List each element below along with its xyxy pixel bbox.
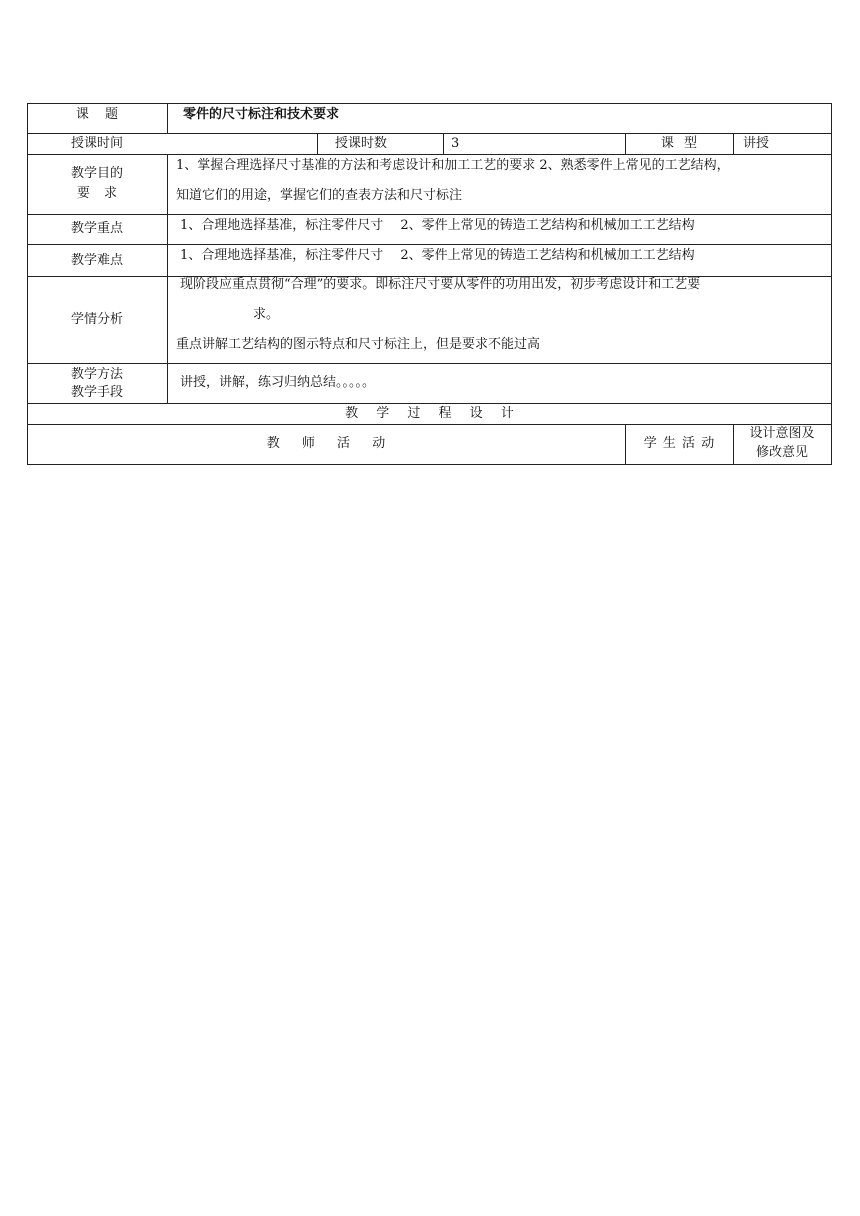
teacher-activity-header: 教 师 活 动 bbox=[266, 436, 386, 451]
hours-label: 授课时数 bbox=[334, 136, 387, 151]
key-text: 1、合理地选择基准，标注零件尺寸 2、零件上常见的铸造工艺结构和机械加工工艺结构 bbox=[180, 218, 695, 233]
key-label: 教学重点 bbox=[70, 221, 123, 236]
goal-label-line1: 教学目的 bbox=[70, 166, 123, 181]
time-label: 授课时间 bbox=[70, 136, 123, 151]
row-divider bbox=[27, 363, 832, 364]
process-title: 教 学 过 程 设 计 bbox=[345, 406, 514, 421]
row-divider bbox=[27, 403, 832, 404]
table-border-bottom bbox=[27, 464, 832, 465]
method-label-line2: 教学手段 bbox=[70, 385, 123, 400]
hours-value: 3 bbox=[451, 136, 460, 151]
goal-text-line1: 1、掌握合理选择尺寸基准的方法和考虑设计和加工工艺的要求 2、熟悉零件上常见的工艺结构， bbox=[176, 158, 730, 173]
goal-text-line2: 知道它们的用途，掌握它们的查表方法和尺寸标注 bbox=[176, 188, 463, 203]
row-divider bbox=[27, 424, 832, 425]
difficulty-text: 1、合理地选择基准，标注零件尺寸 2、零件上常见的铸造工艺结构和机械加工工艺结构 bbox=[180, 248, 695, 263]
method-text: 讲授，讲解，练习归纳总结。。。。。 bbox=[180, 375, 376, 390]
student-activity-header: 学 生 活 动 bbox=[643, 436, 715, 451]
label-column-divider bbox=[167, 103, 168, 133]
row-divider bbox=[27, 244, 832, 245]
type-value: 讲授 bbox=[743, 136, 770, 151]
notes-header-line1: 设计意图及 bbox=[749, 426, 815, 441]
analysis-label: 学情分析 bbox=[70, 312, 123, 327]
topic-label: 课 题 bbox=[75, 107, 119, 122]
topic-value: 零件的尺寸标注和技术要求 bbox=[183, 107, 340, 122]
notes-header-line2: 修改意见 bbox=[755, 445, 808, 460]
difficulty-label: 教学难点 bbox=[70, 253, 123, 268]
analysis-line2: 求。 bbox=[253, 307, 280, 322]
label-column-divider bbox=[167, 154, 168, 404]
goal-label-line2: 要 求 bbox=[76, 186, 118, 201]
row-divider bbox=[27, 154, 832, 155]
analysis-line3: 重点讲解工艺结构的图示特点和尺寸标注上，但是要求不能过高 bbox=[176, 337, 541, 352]
row-divider bbox=[27, 214, 832, 215]
analysis-line1: 现阶段应重点贯彻“合理”的要求。即标注尺寸要从零件的功用出发，初步考虑设计和工艺要 bbox=[180, 277, 701, 292]
table-border-top bbox=[27, 103, 832, 104]
type-label: 课 型 bbox=[660, 136, 698, 151]
method-label-line1: 教学方法 bbox=[70, 367, 123, 382]
cell-divider bbox=[733, 133, 734, 154]
row-divider bbox=[27, 133, 832, 134]
cell-divider bbox=[443, 133, 444, 154]
lesson-plan-table bbox=[27, 103, 832, 465]
